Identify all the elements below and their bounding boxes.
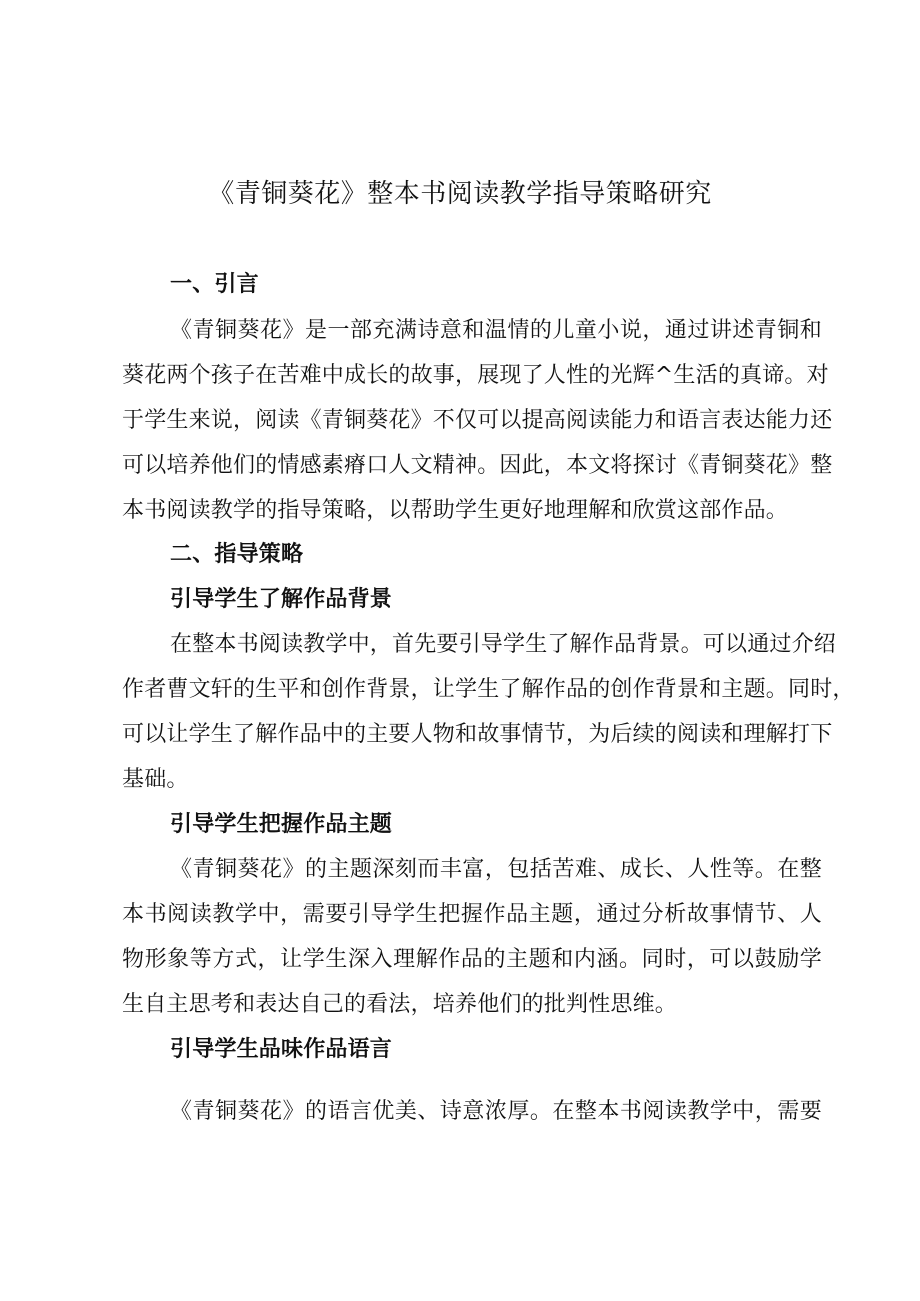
paragraph-line: 本书阅读教学中，需要引导学生把握作品主题，通过分析故事情节、人: [122, 902, 822, 927]
paragraph-line: 在整本书阅读教学中，首先要引导学生了解作品背景。可以通过介绍: [170, 632, 837, 657]
paragraph-line: 于学生来说，阅读《青铜葵花》不仅可以提高阅读能力和语言表达能力还: [122, 408, 833, 433]
document-title: 《青铜葵花》整本书阅读教学指导策略研究: [208, 179, 712, 209]
subsection-heading-language: 引导学生品味作品语言: [170, 1037, 393, 1062]
paragraph-line: 作者曹文轩的生平和创作背景，让学生了解作品的创作背景和主题。同时，: [122, 677, 855, 702]
section-heading-introduction: 一、引言: [170, 272, 259, 297]
subsection-heading-theme: 引导学生把握作品主题: [170, 812, 393, 837]
paragraph-line: 本书阅读教学的指导策略，以帮助学生更好地理解和欣赏这部作品。: [122, 498, 789, 523]
paragraph-line: 基础。: [122, 767, 189, 792]
paragraph-line: 可以让学生了解作品中的主要人物和故事情节，为后续的阅读和理解打下: [122, 722, 833, 747]
paragraph-line: 生自主思考和表达自己的看法，培养他们的批判性思维。: [122, 992, 678, 1017]
paragraph-line: 《青铜葵花》的主题深刻而丰富，包括苦难、成长、人性等。在整: [170, 857, 822, 882]
subsection-heading-background: 引导学生了解作品背景: [170, 587, 393, 612]
section-heading-strategies: 二、指导策略: [170, 542, 304, 567]
paragraph-line: 葵花两个孩子在苦难中成长的故事，展现了人性的光辉^生活的真谛。对: [122, 363, 829, 388]
paragraph-line: 可以培养他们的情感素瘠口人文精神。因此，本文将探讨《青铜葵花》整: [122, 453, 833, 478]
paragraph-line: 物形象等方式，让学生深入理解作品的主题和内涵。同时，可以鼓励学: [122, 947, 822, 972]
paragraph-line: 《青铜葵花》的语言优美、诗意浓厚。在整本书阅读教学中，需要: [170, 1099, 822, 1124]
paragraph-line: 《青铜葵花》是一部充满诗意和温情的儿童小说，通过讲述青铜和: [170, 318, 822, 343]
